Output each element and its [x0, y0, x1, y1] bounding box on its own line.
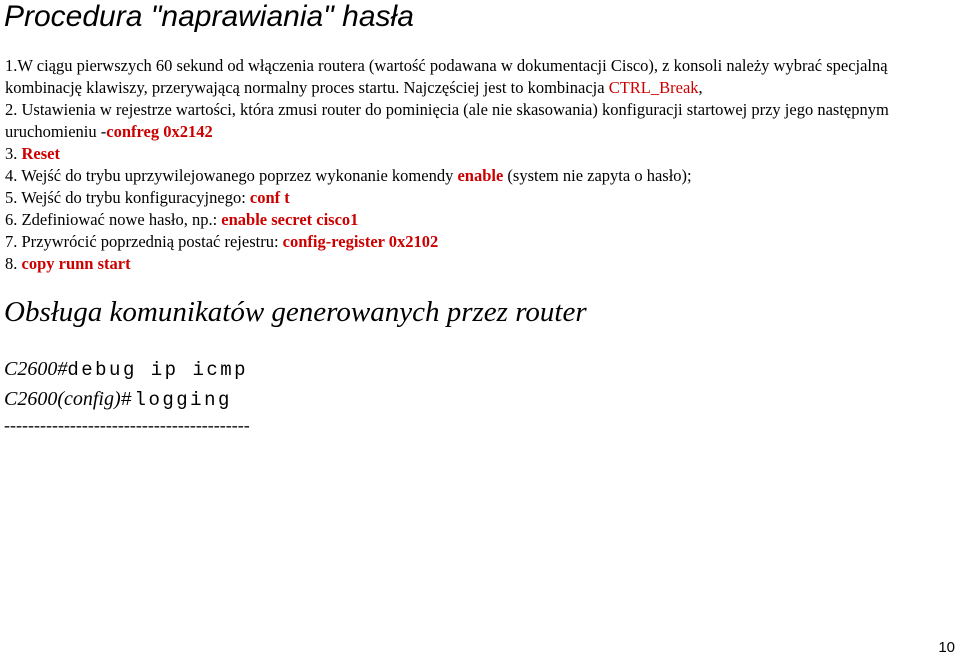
step-5-text: 5. Wejść do trybu konfiguracyjnego:	[5, 188, 250, 207]
step-1	[5, 55, 950, 99]
step-1-text: 1.W ciągu pierwszych 60 sekund od włączenia routera (wartość podawana w dokumentacji Cisco), z konsoli należy wybrać specjalną kombinację klawiszy, przerywającą normalny proces startu. Najczęściej jest to kombinacja	[5, 56, 888, 97]
step-7-text: 7. Przywrócić poprzednią postać rejestru:	[5, 232, 283, 251]
command-text: debug ip icmp	[67, 359, 249, 381]
command-prompt: C2600#	[4, 358, 68, 380]
step-1-tail: ,	[698, 78, 703, 97]
step-3	[5, 143, 950, 165]
step-2-highlight: confreg 0x2142	[106, 122, 213, 141]
page-title: Procedura "naprawiania" hasła	[4, 0, 414, 33]
step-8-text: 8.	[5, 254, 22, 273]
command-line-debug	[4, 356, 248, 383]
step-8	[5, 253, 950, 275]
page-number: 10	[938, 639, 955, 656]
step-6-text: 6. Zdefiniować nowe hasło, np.:	[5, 210, 222, 229]
step-7-highlight: config-register 0x2102	[282, 232, 439, 251]
step-4	[5, 165, 950, 187]
step-4-tail: (system nie zapyta o hasło);	[503, 166, 692, 185]
step-8-highlight: copy runn start	[21, 254, 131, 273]
command-line-logging	[4, 386, 232, 413]
step-4-text: 4. Wejść do trybu uprzywilejowanego poprzez wykonanie komendy	[5, 166, 458, 185]
step-5-highlight: conf t	[249, 188, 290, 207]
step-5	[5, 187, 950, 209]
procedure-steps	[5, 55, 950, 275]
step-3-text: 3.	[5, 144, 22, 163]
step-4-highlight: enable	[457, 166, 504, 185]
step-1-highlight: CTRL_Break	[608, 78, 699, 97]
section-subtitle: Obsługa komunikatów generowanych przez router	[4, 296, 587, 328]
command-prompt: C2600(config)	[4, 388, 121, 410]
step-6	[5, 209, 950, 231]
step-3-highlight: Reset	[21, 144, 60, 163]
step-2	[5, 99, 950, 143]
step-2-text: 2. Ustawienia w rejestrze wartości, która zmusi router do pominięcia (ale nie skasowania) konfiguracji startowej przy jego następnym uruchomieniu -	[5, 100, 889, 141]
step-6-highlight: enable secret cisco1	[221, 210, 359, 229]
command-text: #logging	[120, 389, 232, 411]
step-7	[5, 231, 950, 253]
dashed-divider: -----------------------------------------	[4, 415, 250, 435]
